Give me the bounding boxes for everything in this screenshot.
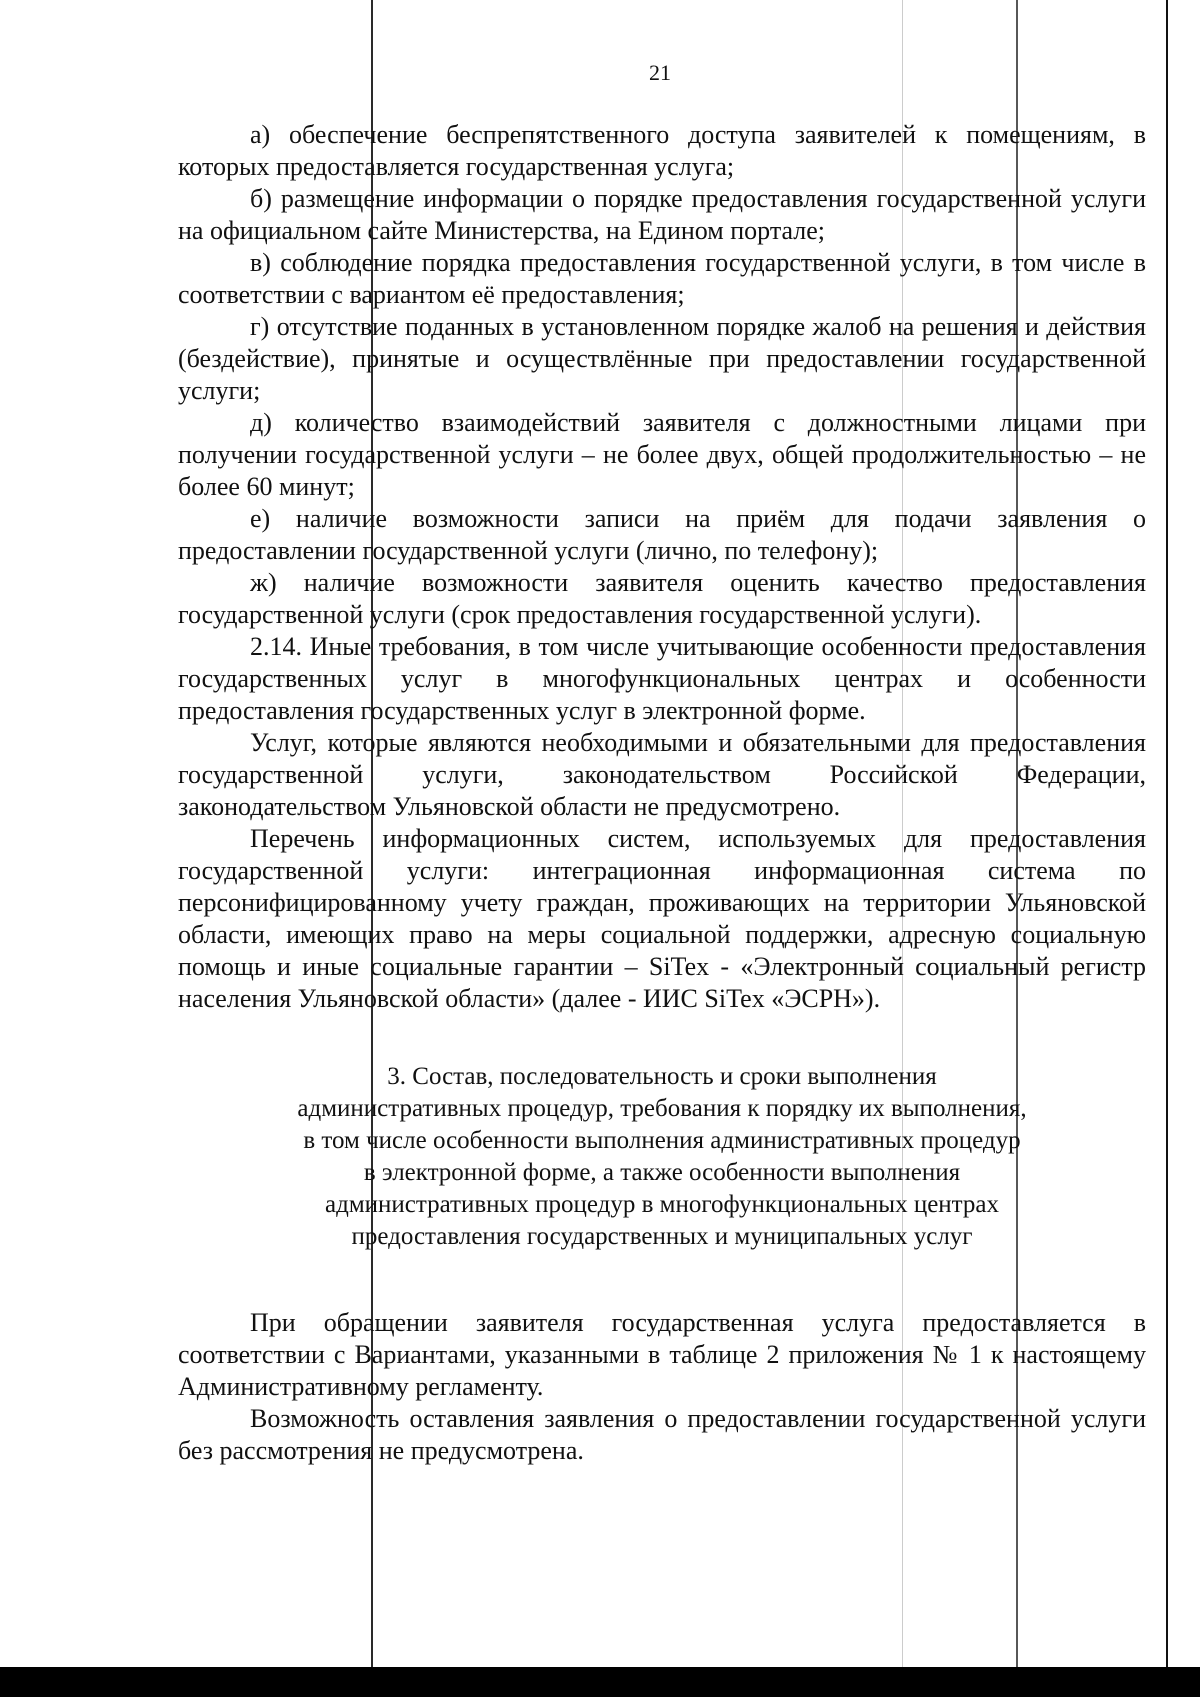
paragraph-item-e: е) наличие возможности записи на приём для подачи заявления о предоставлении государственной услуги (лично, по телефону); [178, 504, 1146, 565]
paragraph-item-d: д) количество взаимодействий заявителя с должностными лицами при получении государственной услуги – не более двух, общей продолжительностью – не более 60 минут; [178, 408, 1146, 501]
paragraph-item-a: а) обеспечение беспрепятственного доступа заявителей к помещениям, в которых предоставляется государственная услуга; [178, 120, 1146, 181]
paragraph-item-v: в) соблюдение порядка предоставления государственной услуги, в том числе в соответствии с вариантом её предоставления; [178, 248, 1146, 309]
scan-bottom-border [0, 1667, 1200, 1697]
paragraph-item-g: г) отсутствие поданных в установленном порядке жалоб на решения и действия (бездействие), принятые и осуществлённые при предоставлении государственной услуги; [178, 312, 1146, 405]
section-heading: 3. Состав, последовательность и сроки выполнения административных процедур, требования к порядку их выполнения, в том числе особенности выполнения административных процедур в электронной форме, а также особенности выполнения административных процедур в многофункциональных центрах предоставления государственных и муниципальных услуг [297, 1063, 1027, 1250]
paragraph-2-14: 2.14. Иные требования, в том числе учитывающие особенности предоставления государственных услуг в многофункциональных центрах и особенности предоставления государственных услуг в электронной форме. [178, 632, 1146, 725]
paragraph-item-b: б) размещение информации о порядке предоставления государственной услуги на официальном сайте Министерства, на Едином портале; [178, 184, 1146, 245]
paragraph-item-zh: ж) наличие возможности заявителя оценить качество предоставления государственной услуги (срок предоставления государственной услуги). [178, 568, 1146, 629]
paragraph-no-review: Возможность оставления заявления о предоставлении государственной услуги без рассмотрения не предусмотрена. [178, 1404, 1146, 1465]
paragraph-required-services: Услуг, которые являются необходимыми и обязательными для предоставления государственной услуги, законодательством Российской Федерации, законодательством Ульяновской области не предусмотрено. [178, 728, 1146, 821]
scan-edge-line [1166, 0, 1168, 1697]
paragraph-variants: При обращении заявителя государственная услуга предоставляется в соответствии с Вариантами, указанными в таблице 2 приложения № 1 к настоящему Административному регламенту. [178, 1308, 1146, 1401]
document-body [178, 119, 1146, 1467]
paragraph-information-systems: Перечень информационных систем, используемых для предоставления государственной услуги: интеграционная информационная система по персонифицированному учету граждан, проживающих на территории Ульяновской области, имеющих право на меры социальной поддержки, адресную социальную помощь и иные социальные гарантии – SiTex - «Электронный социальный регистр населения Ульяновской области» (далее - ИИС SiTex «ЭСРН»). [178, 824, 1146, 1013]
page-number: 21 [649, 60, 671, 85]
